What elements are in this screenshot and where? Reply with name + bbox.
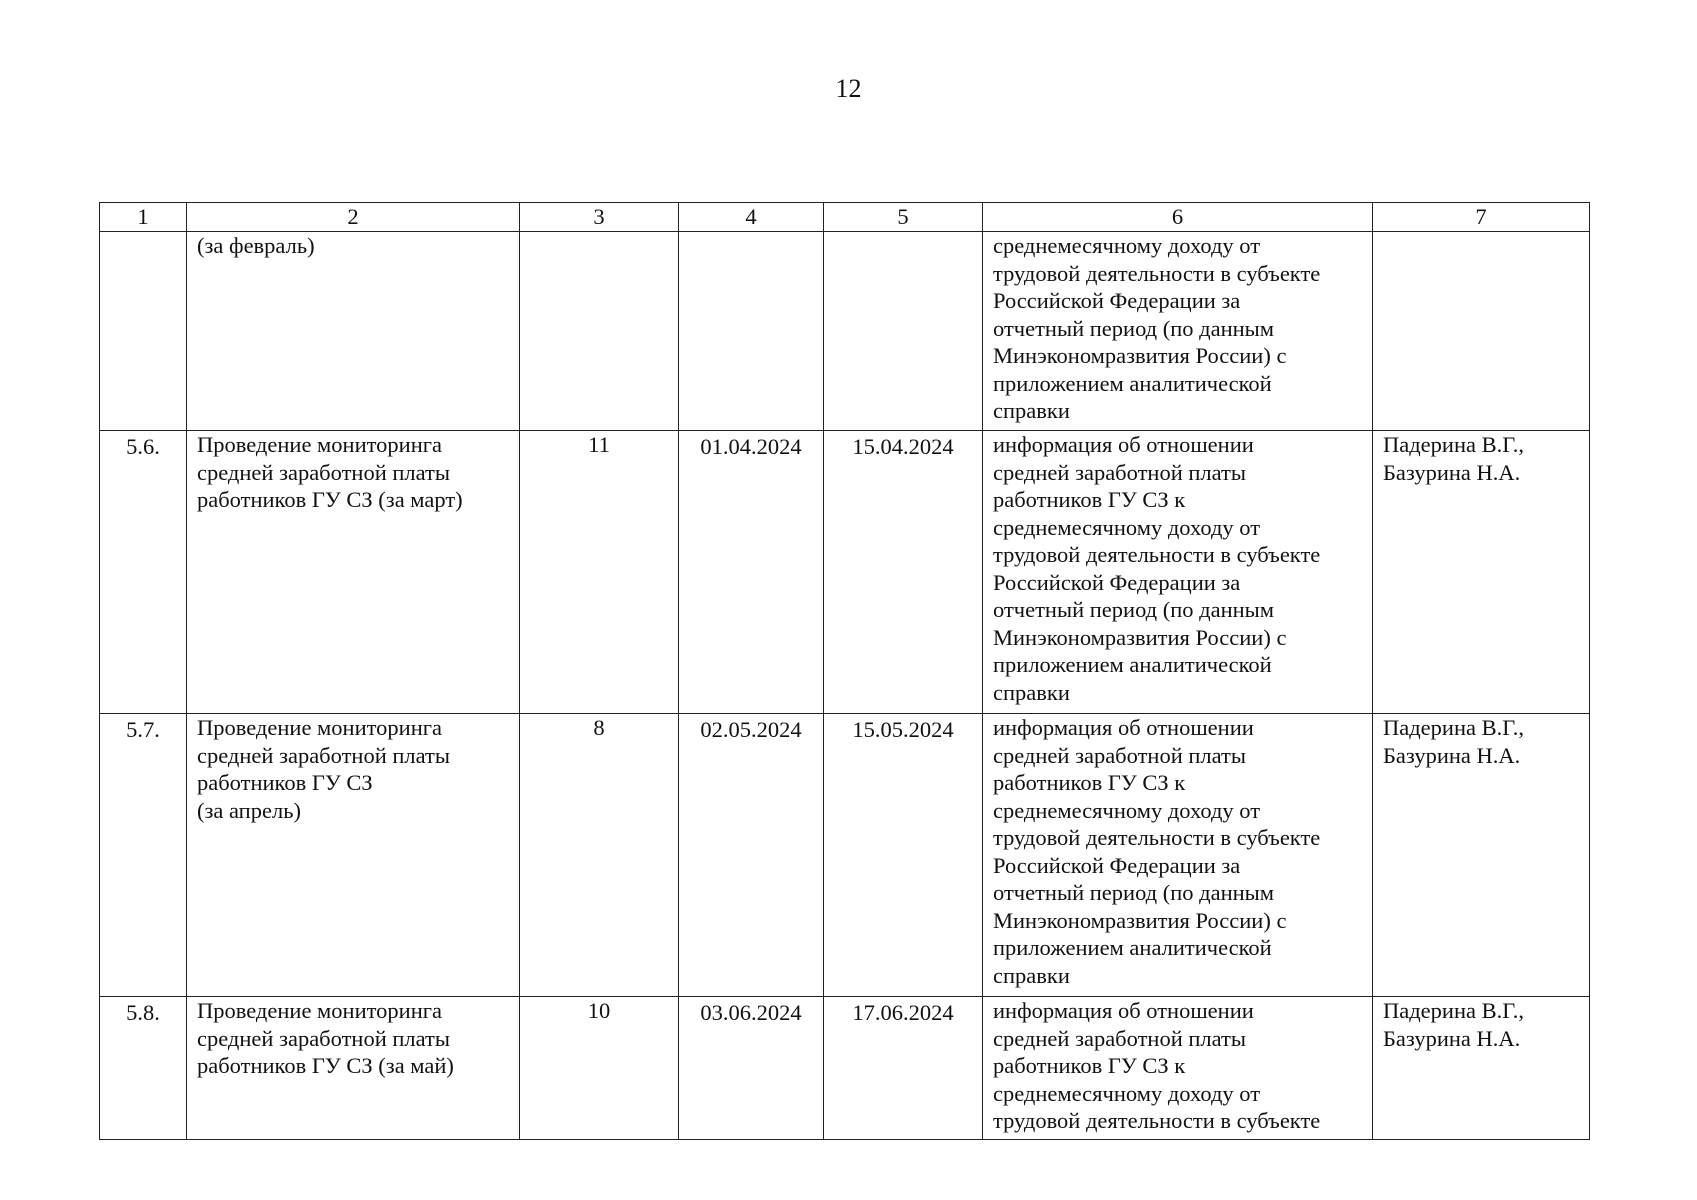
days-count: 8	[520, 714, 679, 997]
page-number: 12	[835, 74, 862, 103]
responsible-persons: Падерина В.Г., Базурина Н.А.	[1373, 714, 1590, 997]
row-number: 5.6.	[100, 431, 187, 714]
table-row	[100, 714, 1590, 997]
column-header-5: 5	[824, 203, 983, 232]
start-date: 03.06.2024	[679, 997, 824, 1140]
end-date: 17.06.2024	[824, 997, 983, 1140]
activity-name: Проведение мониторинга средней заработной платы работников ГУ СЗ (за апрель)	[187, 714, 520, 997]
days-count	[520, 232, 679, 431]
table-row	[100, 431, 1590, 714]
table-header-row	[100, 203, 1590, 232]
table-row	[100, 232, 1590, 431]
column-header-6: 6	[983, 203, 1373, 232]
row-number: 5.7.	[100, 714, 187, 997]
column-header-2: 2	[187, 203, 520, 232]
plan-table	[99, 202, 1590, 1140]
responsible-persons	[1373, 232, 1590, 431]
column-header-3: 3	[520, 203, 679, 232]
result-description: информация об отношении средней заработной платы работников ГУ СЗ к среднемесячному доходу от трудовой деятельности в субъекте Российской Федерации за отчетный период (по данным Минэкономразвития России) с приложением аналитической справки	[983, 431, 1373, 714]
table-row	[100, 997, 1590, 1140]
row-number: 5.8.	[100, 997, 187, 1140]
end-date: 15.04.2024	[824, 431, 983, 714]
result-description: среднемесячному доходу от трудовой деятельности в субъекте Российской Федерации за отчетный период (по данным Минэкономразвития России) с приложением аналитической справки	[983, 232, 1373, 431]
column-header-4: 4	[679, 203, 824, 232]
end-date: 15.05.2024	[824, 714, 983, 997]
start-date: 01.04.2024	[679, 431, 824, 714]
column-header-7: 7	[1373, 203, 1590, 232]
responsible-persons: Падерина В.Г., Базурина Н.А.	[1373, 431, 1590, 714]
end-date	[824, 232, 983, 431]
activity-name: Проведение мониторинга средней заработной платы работников ГУ СЗ (за май)	[187, 997, 520, 1140]
days-count: 11	[520, 431, 679, 714]
column-header-1: 1	[100, 203, 187, 232]
result-description: информация об отношении средней заработной платы работников ГУ СЗ к среднемесячному доходу от трудовой деятельности в субъекте	[983, 997, 1373, 1140]
start-date	[679, 232, 824, 431]
row-number	[100, 232, 187, 431]
start-date: 02.05.2024	[679, 714, 824, 997]
responsible-persons: Падерина В.Г., Базурина Н.А.	[1373, 997, 1590, 1140]
result-description: информация об отношении средней заработной платы работников ГУ СЗ к среднемесячному доходу от трудовой деятельности в субъекте Российской Федерации за отчетный период (по данным Минэкономразвития России) с приложением аналитической справки	[983, 714, 1373, 997]
days-count: 10	[520, 997, 679, 1140]
activity-name: (за февраль)	[187, 232, 520, 431]
activity-name: Проведение мониторинга средней заработной платы работников ГУ СЗ (за март)	[187, 431, 520, 714]
